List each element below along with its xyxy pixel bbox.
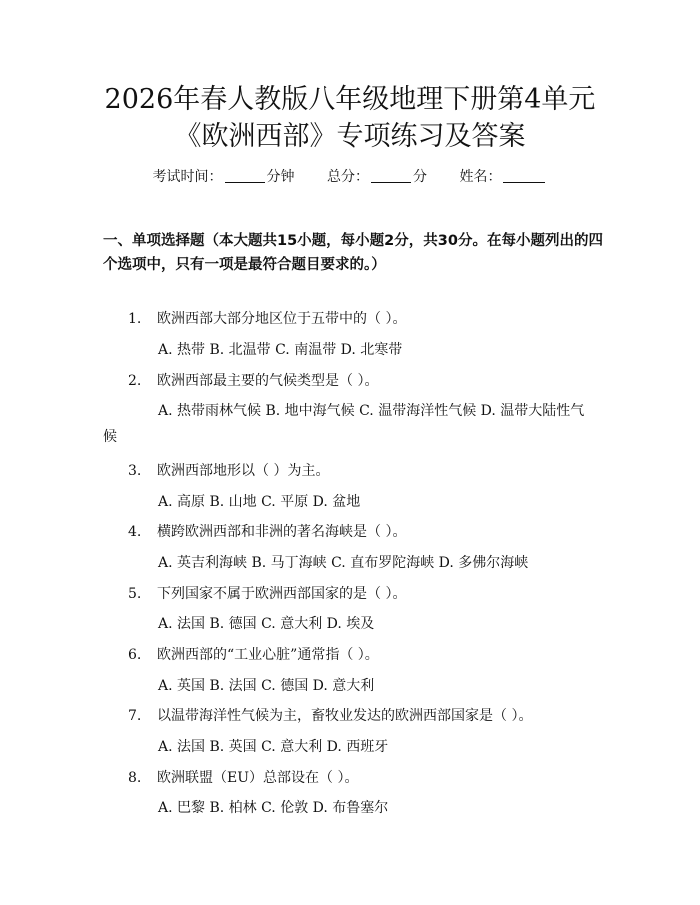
- question-number: 2.: [128, 373, 142, 389]
- question-options: A. 英国 B. 法国 C. 德国 D. 意大利: [158, 678, 375, 694]
- question-number: 4.: [128, 524, 142, 540]
- exam-time-field: [153, 166, 295, 188]
- question-number: 7.: [128, 708, 142, 724]
- exam-time-blank[interactable]: [225, 168, 265, 183]
- question-options: A. 热带雨林气候 B. 地中海气候 C. 温带海洋性气候 D. 温带大陆性气候: [103, 403, 585, 445]
- question-text: 欧洲西部最主要的气候类型是（ ）。: [157, 373, 379, 389]
- total-score-label: 总分：: [327, 169, 369, 185]
- question-options: A. 英吉利海峡 B. 马丁海峡 C. 直布罗陀海峡 D. 多佛尔海峡: [158, 555, 529, 571]
- section-heading: 一、单项选择题（本大题共15小题，每小题2分，共30分。在每小题列出的四个选项中，只有一项是最符合题目要求的。）: [103, 233, 603, 273]
- question-number: 8.: [128, 770, 142, 786]
- total-score-blank[interactable]: [371, 168, 411, 183]
- total-score-unit: 分: [413, 169, 427, 185]
- student-name-blank[interactable]: [503, 168, 545, 183]
- question-number: 3.: [128, 463, 142, 479]
- question-text: 下列国家不属于欧洲西部国家的是（ ）。: [157, 586, 407, 602]
- question-text: 欧洲西部大部分地区位于五带中的（ ）。: [157, 311, 407, 327]
- question-options: A. 法国 B. 英国 C. 意大利 D. 西班牙: [158, 739, 389, 755]
- exam-time-unit: 分钟: [266, 169, 295, 185]
- student-name-field: [459, 166, 547, 188]
- question-options: A. 巴黎 B. 柏林 C. 伦敦 D. 布鲁塞尔: [158, 800, 389, 816]
- total-score-field: [327, 166, 427, 188]
- exam-meta: [0, 166, 700, 188]
- question-options: A. 高原 B. 山地 C. 平原 D. 盆地: [158, 494, 361, 510]
- question-text: 欧洲西部地形以（ ）为主。: [157, 463, 330, 479]
- question-text: 欧洲联盟（EU）总部设在（ ）。: [157, 770, 359, 786]
- question-number: 1.: [128, 311, 142, 327]
- question-text: 欧洲西部的“工业心脏”通常指（ ）。: [157, 647, 379, 663]
- question-text: 横跨欧洲西部和非洲的著名海峡是（ ）。: [157, 524, 407, 540]
- exam-time-label: 考试时间：: [152, 169, 223, 185]
- document-title-line-2: 《欧洲西部》专项练习及答案: [174, 121, 526, 152]
- question-options: A. 法国 B. 德国 C. 意大利 D. 埃及: [158, 616, 375, 632]
- question-options: A. 热带 B. 北温带 C. 南温带 D. 北寒带: [158, 342, 403, 358]
- question-number: 6.: [128, 647, 142, 663]
- question-number: 5.: [128, 586, 142, 602]
- question-text: 以温带海洋性气候为主，畜牧业发达的欧洲西部国家是（ ）。: [157, 708, 533, 724]
- document-title-line-1: 2026年春人教版八年级地理下册第4单元: [104, 84, 596, 115]
- student-name-label: 姓名：: [459, 169, 502, 185]
